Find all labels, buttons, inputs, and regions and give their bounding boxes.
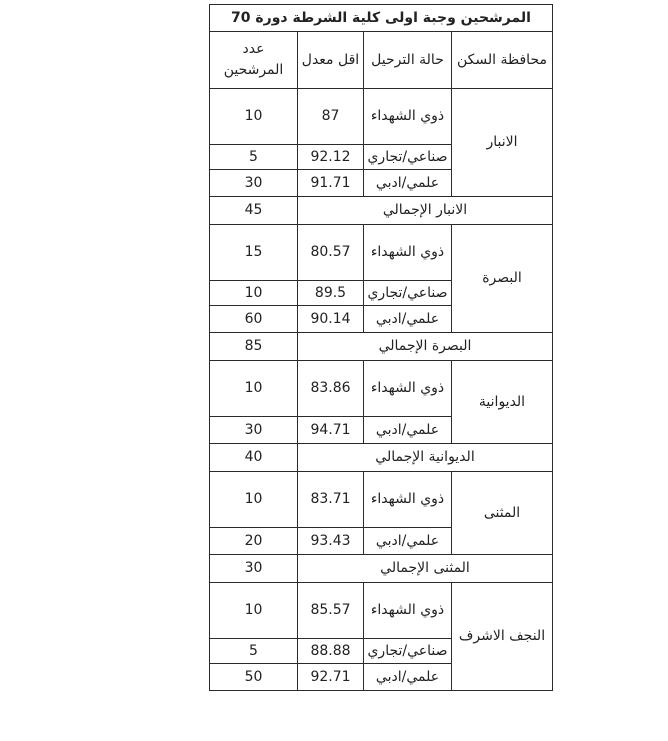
avg-cell: 83.86: [298, 361, 364, 417]
total-count: 85: [210, 333, 298, 361]
count-cell: 50: [210, 664, 298, 691]
count-cell: 10: [210, 583, 298, 639]
avg-cell: 88.88: [298, 639, 364, 664]
table-row: [210, 583, 553, 639]
count-cell: 10: [210, 361, 298, 417]
total-label: الانبار الإجمالي: [298, 197, 553, 225]
avg-cell: 80.57: [298, 225, 364, 281]
total-count: 45: [210, 197, 298, 225]
type-cell: ذوي الشهداء: [364, 472, 452, 528]
type-cell: صناعي/تجاري: [364, 639, 452, 664]
table-row: [210, 89, 553, 145]
total-label: البصرة الإجمالي: [298, 333, 553, 361]
avg-cell: 89.5: [298, 281, 364, 306]
avg-cell: 83.71: [298, 472, 364, 528]
avg-cell: 90.14: [298, 306, 364, 333]
governorate-cell: المثنى: [452, 472, 553, 555]
type-cell: علمي/ادبي: [364, 170, 452, 197]
count-cell: 60: [210, 306, 298, 333]
type-cell: علمي/ادبي: [364, 417, 452, 444]
type-cell: ذوي الشهداء: [364, 89, 452, 145]
count-cell: 10: [210, 281, 298, 306]
total-label: المثنى الإجمالي: [298, 555, 553, 583]
table-row: [210, 361, 553, 417]
type-cell: ذوي الشهداء: [364, 361, 452, 417]
count-cell: 5: [210, 639, 298, 664]
total-row: [210, 333, 553, 361]
type-cell: علمي/ادبي: [364, 528, 452, 555]
type-cell: علمي/ادبي: [364, 664, 452, 691]
count-cell: 30: [210, 417, 298, 444]
type-cell: ذوي الشهداء: [364, 583, 452, 639]
avg-cell: 92.12: [298, 145, 364, 170]
governorate-cell: الانبار: [452, 89, 553, 197]
table-row: [210, 472, 553, 528]
type-cell: علمي/ادبي: [364, 306, 452, 333]
avg-cell: 92.71: [298, 664, 364, 691]
governorate-cell: النجف الاشرف: [452, 583, 553, 691]
governorate-cell: الديوانية: [452, 361, 553, 444]
total-row: [210, 197, 553, 225]
count-cell: 15: [210, 225, 298, 281]
avg-cell: 87: [298, 89, 364, 145]
count-cell: 10: [210, 472, 298, 528]
header-row: [210, 32, 553, 89]
total-label: الديوانية الإجمالي: [298, 444, 553, 472]
table-title: المرشحين وجبة اولى كلية الشرطة دورة 70: [210, 5, 553, 32]
type-cell: ذوي الشهداء: [364, 225, 452, 281]
header-min-avg: اقل معدل: [298, 32, 364, 89]
count-cell: 20: [210, 528, 298, 555]
count-cell: 10: [210, 89, 298, 145]
count-cell: 30: [210, 170, 298, 197]
governorate-cell: البصرة: [452, 225, 553, 333]
total-count: 40: [210, 444, 298, 472]
avg-cell: 93.43: [298, 528, 364, 555]
avg-cell: 94.71: [298, 417, 364, 444]
total-count: 30: [210, 555, 298, 583]
title-row: [210, 5, 553, 32]
table-row: [210, 225, 553, 281]
avg-cell: 91.71: [298, 170, 364, 197]
candidates-table: [209, 4, 553, 691]
count-cell: 5: [210, 145, 298, 170]
avg-cell: 85.57: [298, 583, 364, 639]
type-cell: صناعي/تجاري: [364, 281, 452, 306]
header-governorate: محافظة السكن: [452, 32, 553, 89]
header-count: عدد المرشحين: [210, 32, 298, 89]
header-status: حالة الترحيل: [364, 32, 452, 89]
total-row: [210, 444, 553, 472]
total-row: [210, 555, 553, 583]
type-cell: صناعي/تجاري: [364, 145, 452, 170]
